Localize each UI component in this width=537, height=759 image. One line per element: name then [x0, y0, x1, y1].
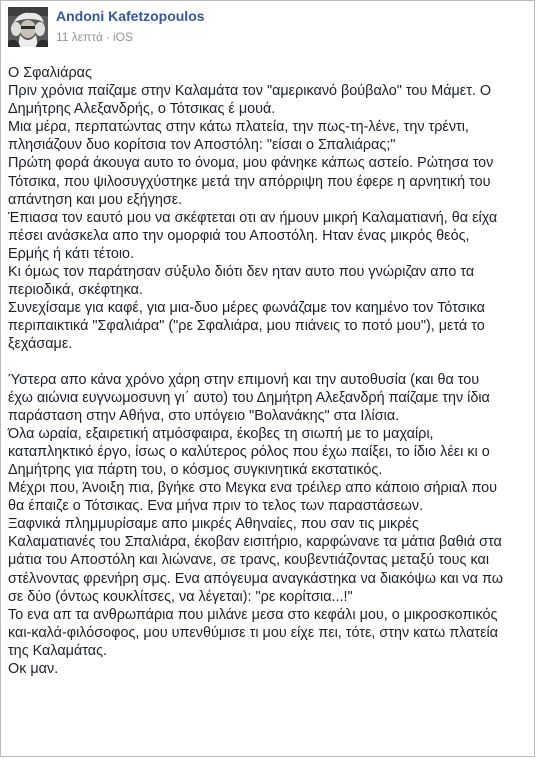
post-text-line: Ο Σφαλιάρας: [8, 65, 92, 81]
post-text-line: Συνεχίσαμε για καφέ, για μια-δυο μέρες φωνάζαμε τον καημένο τον Τότσικα: [8, 300, 485, 317]
post-text-line: Δημήτρης για πάρτη του, ο κόσμος συγκινητικά εκστατικός.: [8, 461, 383, 478]
post-text-line: περιοδικά, σκέφτηκα.: [8, 282, 143, 299]
post-text-line: στέλνοντας φρενήρη σμς. Ενα απόγευμα αναγκάστηκα να διακόψω και να πω: [8, 570, 504, 587]
post-text-line: απάντηση και μου εξήγησε.: [8, 191, 183, 208]
post-text-line: Ερμής ή κάτι τέτοιο.: [8, 245, 135, 262]
post-body: [8, 64, 532, 678]
profile-photo-icon: [8, 7, 48, 47]
post-text-line: Μια μέρα, περπατώντας στην κάτω πλατεία, την πως-τη-λένε, την τρέντι,: [8, 119, 469, 136]
post-text-line: Πριν χρόνια παίζαμε στην Καλαμάτα τον "αμερικανό βούβαλο" του Μάμετ. Ο: [8, 83, 492, 100]
post-header: [1, 1, 534, 61]
meta-separator: ·: [105, 30, 110, 44]
post-text-line: παράσταση στην Αθήνα, στο υπόγειο "Βολανάκης" στα Ιλίσια.: [8, 407, 400, 424]
post-body-part-2: [8, 371, 532, 679]
post-text-line: περιπαικτικά "Σφαλιάρα" ("ρε Σφαλιάρα, μου πιάνεις το ποτό μου"), μετά το: [8, 318, 485, 335]
post-text-line: Έπιασα τον εαυτό μου να σκέφτεται οτι αν ήμουν μικρή Καλαματιανή, θα είχα: [8, 209, 498, 226]
post-text-line: σε δύο (όντως κουκλίτσες, να λέγεται): "ρε κορίτσια...!": [8, 588, 353, 605]
post-text-line: Όλα ωραία, εξαιρετική ατμόσφαιρα, έκοβες τη σιωπή με το μαχαίρι,: [8, 425, 434, 442]
post-meta: [56, 30, 133, 44]
post-text-line: Μέχρι που, Άνοιξη πια, βγήκε στο Μεγκα ενα τρέιλερ απο κάποιο σήριαλ που: [8, 480, 498, 497]
post-text-line: Πρώτη φορά άκουγα αυτο το όνομα, μου φάνηκε κάπως αστείο. Ρώτησα τον: [8, 155, 494, 172]
post-text-line: πέσει ανάσκελα απο την ομορφιά του Αποστόλη. Ηταν ένας μικρός θεός,: [8, 227, 470, 244]
post-text-line: της Καλαμάτας.: [8, 642, 108, 659]
post-text-line: Το ενα απ τα ανθρωπάρια που μιλάνε μεσα στο κεφάλι μου, ο μικροσκοπικός: [8, 606, 498, 623]
post-text-line: Ξαφνικά πλημμυρίσαμε απο μικρές Αθηναίες, που σαν τις μικρές: [8, 516, 419, 533]
post-text-line: έχω αιώνια ευγνωμοσυνη γι΄ αυτο) του Δημήτρη Αλεξανδρή παίζαμε την ίδια: [8, 389, 490, 406]
author-avatar[interactable]: [8, 7, 48, 47]
paragraph-gap: [8, 354, 532, 371]
post-text-line: θα έπαιζε ο Τότσικας. Ενα μήνα πριν το τελος των παραστάσεων.: [8, 498, 424, 515]
post-platform: iOS: [112, 30, 133, 44]
author-name[interactable]: Andoni Kafetzopoulos: [56, 8, 205, 24]
post-text-line: πλησιάζουν δυο κορίτσια τον Αποστόλη: "είσαι ο Σπαλιάρας;": [8, 137, 396, 154]
post-text-line: μάτια του Αποστόλη και λιώνανε, σε τρανς, κουβεντιάζοντας μεταξύ τους και: [8, 552, 490, 569]
post-body-part-1: [8, 64, 532, 354]
post-text-line: Ύστερα απο κάνα χρόνο χάρη στην επιμονή και την αυτοθυσία (και θα του: [8, 371, 480, 388]
post-text-line: και-καλά-φιλόσοφος, μου υπενθύμισε τι μου είχε πει, τότε, στην κατω πλατεία: [8, 624, 499, 641]
post-time[interactable]: 11 λεπτά: [56, 30, 103, 44]
post-text-line: καταπληκτικό έργο, ίσως ο καλύτερος ρόλος που έχω παίξει, το ίδιο λέει κι ο: [8, 443, 490, 460]
post-text-line: Καλαματιανές του Σπαλιάρα, έκοβαν εισιτήριο, καρφώνανε τα μάτια βαθιά στα: [8, 534, 502, 551]
post-text-line: Οκ μαν.: [8, 661, 59, 677]
post-text-line: Δημήτρης Αλεξανδρής, ο Τότσικας έ μουά.: [8, 101, 276, 118]
post-text-line: Τότσικα, που ψιλοσυγχύστηκε μετά την απόρριψη που έφερε η αρνητική του: [8, 173, 491, 190]
post-text-line: ξεχάσαμε.: [8, 336, 73, 353]
post-text-line: Κι όμως τον παράτησαν σύξυλο διότι δεν ηταν αυτο που γνώριζαν απο τα: [8, 264, 475, 281]
